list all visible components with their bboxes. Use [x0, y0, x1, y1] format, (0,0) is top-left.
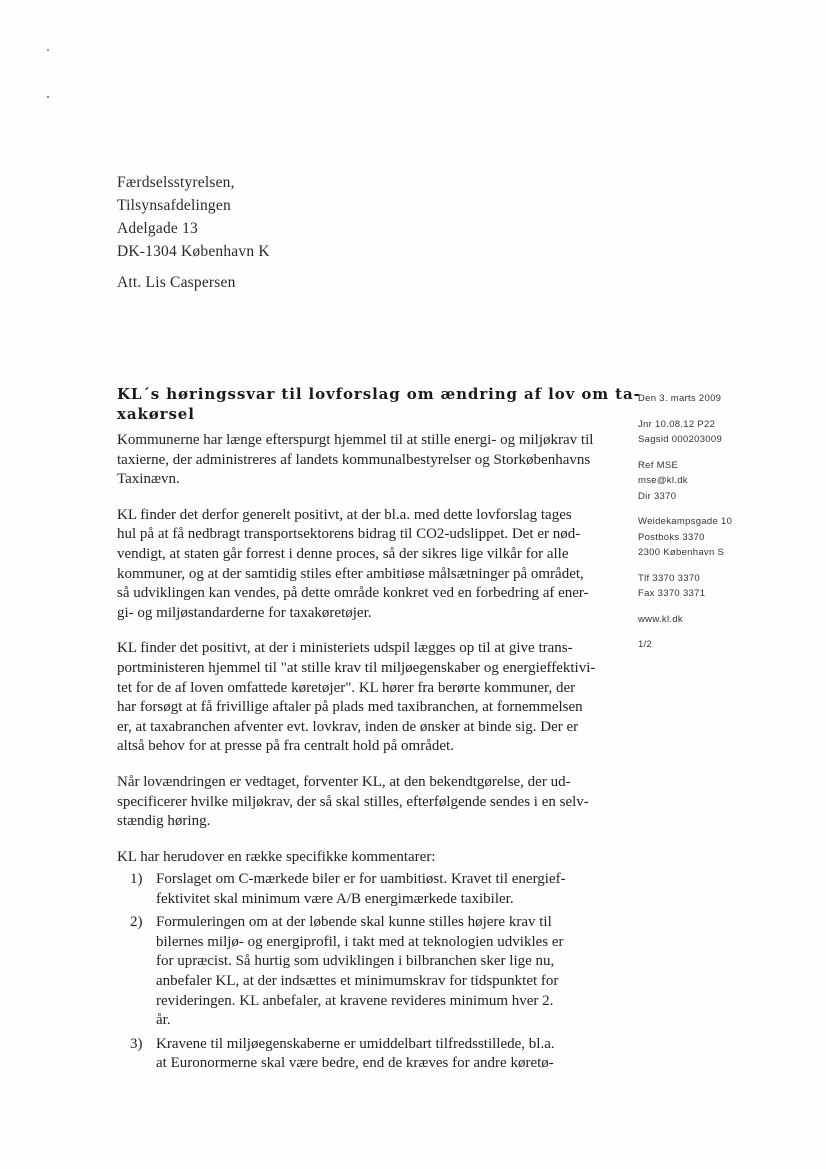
text-line: bilernes miljø- og energiprofil, i takt med at teknologien udvikles er: [156, 933, 564, 950]
list-item: [130, 913, 610, 1031]
recipient-address: [117, 171, 270, 263]
list-item-text: [156, 913, 610, 1031]
text-line: hul på at få nedbragt transportsektorens bidrag til CO2-udslippet. Det er nød-: [117, 526, 581, 543]
text-line: kommuner, og at der samtidig stiles efter ambitiøse målsætninger på området,: [117, 565, 584, 582]
text-line: KL har herudover en række specifikke kommentarer:: [117, 848, 436, 865]
direct-phone: Dir 3370: [638, 490, 677, 502]
text-line: revideringen. KL anbefaler, at kravene revideres minimum hver 2.: [156, 992, 554, 1009]
address-line: Adelgade 13: [117, 220, 198, 237]
fax: Fax 3370 3371: [638, 588, 706, 599]
list-number: 1): [130, 871, 143, 887]
address-line: Færdselsstyrelsen,: [117, 174, 235, 191]
text-line: gi- og miljøstandarderne for taxakøretøjer.: [117, 604, 372, 621]
paragraph: [117, 431, 607, 490]
postbox: Postboks 3370: [638, 531, 705, 543]
text-line: fektivitet skal minimum være A/B energimærkede taxibiler.: [156, 890, 514, 907]
text-line: Når lovændringen er vedtaget, forventer KL, at den bekendtgørelse, der ud-: [117, 773, 571, 790]
address-line: DK-1304 København K: [117, 243, 270, 260]
text-line: KL finder det derfor generelt positivt, at der bl.a. med dette lovforslag tages: [117, 506, 572, 523]
case-id: Sagsid 000203009: [638, 434, 723, 445]
text-line: Taxinævn.: [117, 471, 180, 488]
email: mse@kl.dk: [638, 475, 688, 486]
paragraph: [117, 506, 607, 624]
website: www.kl.dk: [638, 613, 683, 625]
attention-line: Att. Lis Caspersen: [117, 274, 236, 291]
city: 2300 København S: [638, 547, 725, 558]
text-line: vendigt, at staten går forrest i denne proces, så der sikres lige vilkår for alle: [117, 545, 569, 562]
text-line: Forslaget om C-mærkede biler er for uambitiøst. Kravet til energief-: [156, 871, 566, 887]
paragraph: [117, 773, 607, 832]
text-line: Kravene til miljøegenskaberne er umiddelbart tilfredsstillede, bl.a.: [156, 1035, 555, 1052]
comment-list: [130, 870, 610, 1078]
text-line: er, at taxabranchen afventer evt. lovkrav, inden de ønsker at binde sig. Der er: [117, 718, 579, 735]
scan-speck: [47, 49, 49, 51]
sender-info: [638, 391, 732, 653]
list-item-text: [156, 1035, 610, 1074]
text-line: år.: [156, 1012, 171, 1029]
reference: Ref MSE: [638, 459, 679, 471]
page-number: 1/2: [638, 639, 653, 650]
list-number: 2): [130, 914, 143, 931]
text-line: altså behov for at presse på fra centralt hold på området.: [117, 738, 454, 755]
list-number: 3): [130, 1035, 143, 1052]
text-line: har forsøgt at få frivillige aftaler på plads med taxibranchen, at fornemmelsen: [117, 699, 583, 716]
text-line: at Euronormerne skal være bedre, end de kræves for andre køretø-: [156, 1055, 554, 1072]
list-item: [130, 870, 610, 909]
text-line: Kommunerne har længe efterspurgt hjemmel til at stille energi- og miljøkrav til: [117, 432, 594, 448]
text-line: KL finder det positivt, at der i ministeriets udspil lægges op til at give trans-: [117, 640, 573, 657]
telephone: Tlf 3370 3370: [638, 572, 700, 584]
text-line: taxierne, der administreres af landets kommunalbestyrelser og Storkøbenhavns: [117, 451, 591, 468]
text-line: portministeren hjemmel til "at stille krav til miljøegenskaber og energieffektivi-: [117, 659, 596, 676]
letter-heading: [117, 384, 641, 424]
heading-line: KL´s høringssvar til lovforslag om ændring af lov om ta-: [117, 385, 641, 403]
text-line: tet for de af loven omfattede køretøjer". KL hører fra berørte kommuner, der: [117, 679, 576, 696]
text-line: specificerer hvilke miljøkrav, der så skal stilles, efterfølgende sendes i en selv-: [117, 793, 589, 810]
street-address: Weidekampsgade 10: [638, 516, 733, 527]
journal-number: Jnr 10.08.12 P22: [638, 418, 716, 430]
text-line: for upræcist. Så hurtig som udviklingen i bilbranchen sker lige nu,: [156, 953, 555, 970]
text-line: stændig høring.: [117, 813, 211, 830]
text-line: så udviklingen kan vendes, på dette område konkret ved en forbedring af ener-: [117, 585, 589, 602]
heading-line: xakørsel: [117, 405, 195, 423]
paragraph: [117, 639, 607, 757]
list-item-text: [156, 870, 610, 909]
scan-speck: [47, 96, 49, 98]
paragraph: [117, 848, 607, 868]
list-item: [130, 1035, 610, 1074]
text-line: Formuleringen om at der løbende skal kunne stilles højere krav til: [156, 914, 552, 931]
letter-body: [117, 431, 607, 883]
letter-date: Den 3. marts 2009: [638, 393, 722, 404]
address-line: Tilsynsafdelingen: [117, 197, 231, 214]
text-line: anbefaler KL, at der indsættes et minimumskrav for tidspunktet for: [156, 972, 559, 989]
